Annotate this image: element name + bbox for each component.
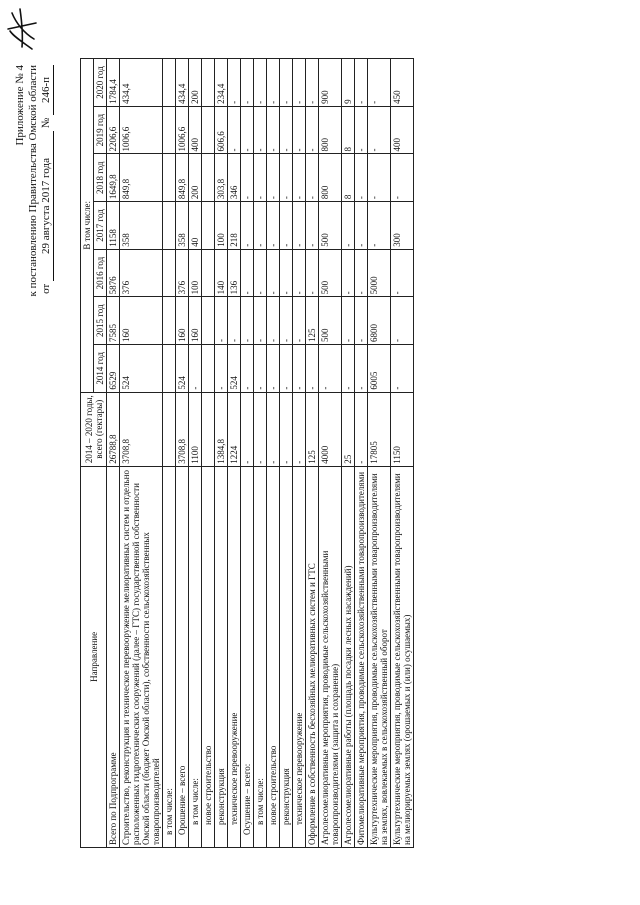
table-row xyxy=(107,59,120,848)
row-value-4: - xyxy=(267,154,280,202)
row-value-0: - xyxy=(306,345,319,393)
row-value-2: 5876 xyxy=(107,249,120,297)
row-value-5: - xyxy=(293,106,306,154)
row-label: реконструкция xyxy=(280,466,293,847)
row-value-4: 346 xyxy=(228,154,241,202)
row-value-5 xyxy=(163,106,176,154)
row-value-3: - xyxy=(267,202,280,250)
appendix-date-line xyxy=(40,65,54,905)
row-value-0: 6005 xyxy=(368,345,391,393)
row-value-0: - xyxy=(391,345,414,393)
row-value-5 xyxy=(202,106,215,154)
row-total: - xyxy=(355,392,368,466)
row-value-2: - xyxy=(280,249,293,297)
row-value-0: - xyxy=(293,345,306,393)
row-value-4 xyxy=(202,154,215,202)
row-total: - xyxy=(267,392,280,466)
row-value-2: 136 xyxy=(228,249,241,297)
row-value-6: 434,4 xyxy=(120,59,163,107)
row-value-3 xyxy=(163,202,176,250)
header-year-0: 2014 год xyxy=(94,345,107,393)
row-value-2: - xyxy=(293,249,306,297)
row-value-5: 800 xyxy=(319,106,342,154)
row-value-4: 849,8 xyxy=(176,154,189,202)
row-label: Агролесомелиоративные работы (площадь посадки лесных насаждений) xyxy=(342,466,355,847)
row-value-4: 1649,8 xyxy=(107,154,120,202)
row-value-1: - xyxy=(228,297,241,345)
row-value-1: 125 xyxy=(306,297,319,345)
table-row xyxy=(120,59,163,848)
row-label: Культуртехнические мероприятия, проводимые сельскохозяйственными товаропроизводителями на землях, вовлекаемых в сельскохозяйственный оборот xyxy=(368,466,391,847)
header-total: 2014 – 2020 годы, всего (гектары) xyxy=(81,392,107,466)
row-value-0: - xyxy=(355,345,368,393)
row-value-2: 100 xyxy=(189,249,202,297)
row-value-4: - xyxy=(306,154,319,202)
row-value-1: 160 xyxy=(176,297,189,345)
row-value-5: 1006,6 xyxy=(120,106,163,154)
row-value-0: - xyxy=(189,345,202,393)
row-value-6: - xyxy=(267,59,280,107)
row-value-4: 849,8 xyxy=(120,154,163,202)
row-label: Всего по Подпрограмме xyxy=(107,466,120,847)
row-label: Оформление в собственность бесхозяйных мелиоративных систем и ГТС xyxy=(306,466,319,847)
table-row xyxy=(254,59,267,848)
row-value-3: - xyxy=(355,202,368,250)
row-value-0: 524 xyxy=(228,345,241,393)
row-value-1: - xyxy=(342,297,355,345)
header-year-4: 2018 год xyxy=(94,154,107,202)
table-row xyxy=(189,59,202,848)
row-value-2: - xyxy=(342,249,355,297)
row-value-2: 376 xyxy=(120,249,163,297)
row-value-4 xyxy=(163,154,176,202)
row-label: в том числе: xyxy=(254,466,267,847)
row-total: 1224 xyxy=(228,392,241,466)
row-value-6: 450 xyxy=(391,59,414,107)
row-total: 1150 xyxy=(391,392,414,466)
row-value-1: 160 xyxy=(120,297,163,345)
row-value-3: - xyxy=(254,202,267,250)
row-value-5: - xyxy=(228,106,241,154)
row-value-4: 8 xyxy=(342,154,355,202)
row-value-2: - xyxy=(254,249,267,297)
resolution-date: 29 августа 2017 года xyxy=(40,131,54,281)
row-value-2 xyxy=(163,249,176,297)
row-value-2: 500 xyxy=(319,249,342,297)
row-value-5: - xyxy=(254,106,267,154)
row-value-3: 358 xyxy=(120,202,163,250)
row-value-3: 1158 xyxy=(107,202,120,250)
row-total: 17805 xyxy=(368,392,391,466)
row-total: - xyxy=(254,392,267,466)
row-value-3: - xyxy=(280,202,293,250)
row-total: - xyxy=(293,392,306,466)
number-label: № xyxy=(40,117,52,129)
row-value-2: - xyxy=(355,249,368,297)
row-value-1: 500 xyxy=(319,297,342,345)
row-value-1 xyxy=(163,297,176,345)
row-value-5: 2206,6 xyxy=(107,106,120,154)
row-value-6: - xyxy=(355,59,368,107)
row-value-1: - xyxy=(267,297,280,345)
row-value-5: 1006,6 xyxy=(176,106,189,154)
row-total: - xyxy=(241,392,254,466)
row-value-6 xyxy=(163,59,176,107)
row-value-2: 140 xyxy=(215,249,228,297)
row-label: Осушение – всего: xyxy=(241,466,254,847)
appendix-title: Приложение № 4 xyxy=(14,65,26,146)
row-value-0: 6529 xyxy=(107,345,120,393)
row-value-4: - xyxy=(368,154,391,202)
row-value-1: - xyxy=(241,297,254,345)
row-value-1: - xyxy=(293,297,306,345)
table-row xyxy=(176,59,189,848)
handwritten-signature xyxy=(4,7,40,53)
row-label: Агролесомелиоративные мероприятия, проводимые сельскохозяйственными товаропроизводителями (защита и сохранение) xyxy=(319,466,342,847)
row-value-5: - xyxy=(306,106,319,154)
row-value-3: - xyxy=(241,202,254,250)
row-value-4: 800 xyxy=(319,154,342,202)
row-value-6: - xyxy=(280,59,293,107)
header-incl: В том числе: xyxy=(81,59,94,393)
row-value-5: - xyxy=(280,106,293,154)
row-value-6: 434,4 xyxy=(176,59,189,107)
row-value-1: - xyxy=(391,297,414,345)
row-value-0: - xyxy=(241,345,254,393)
row-value-0 xyxy=(163,345,176,393)
row-value-0: - xyxy=(319,345,342,393)
row-value-4: - xyxy=(241,154,254,202)
table-row xyxy=(319,59,342,848)
row-value-3: - xyxy=(342,202,355,250)
row-value-2 xyxy=(202,249,215,297)
row-label: реконструкция xyxy=(215,466,228,847)
row-value-2: - xyxy=(391,249,414,297)
table-row xyxy=(215,59,228,848)
row-value-5: 606,6 xyxy=(215,106,228,154)
table-row xyxy=(241,59,254,848)
row-value-6: - xyxy=(228,59,241,107)
row-value-0: - xyxy=(342,345,355,393)
row-value-5: - xyxy=(241,106,254,154)
table-row xyxy=(391,59,414,848)
row-value-0: - xyxy=(267,345,280,393)
row-total: 1384,8 xyxy=(215,392,228,466)
row-value-3: - xyxy=(293,202,306,250)
row-value-5: - xyxy=(267,106,280,154)
row-value-2: 376 xyxy=(176,249,189,297)
row-total: 3708,8 xyxy=(120,392,163,466)
resolution-number: 246-п xyxy=(40,65,54,115)
row-total xyxy=(202,392,215,466)
table-row xyxy=(228,59,241,848)
row-label: новое строительство xyxy=(202,466,215,847)
row-value-1: - xyxy=(215,297,228,345)
row-value-3: 100 xyxy=(215,202,228,250)
row-value-5: 400 xyxy=(391,106,414,154)
table-row xyxy=(267,59,280,848)
row-value-6: 234,4 xyxy=(215,59,228,107)
row-value-1: 160 xyxy=(189,297,202,345)
table-row xyxy=(202,59,215,848)
row-label: техническое перевооружение xyxy=(293,466,306,847)
row-total: - xyxy=(280,392,293,466)
header-year-2: 2016 год xyxy=(94,249,107,297)
row-value-1: - xyxy=(355,297,368,345)
row-value-4: - xyxy=(293,154,306,202)
row-value-4: - xyxy=(280,154,293,202)
row-value-2: - xyxy=(306,249,319,297)
row-value-0: - xyxy=(280,345,293,393)
row-value-3: 218 xyxy=(228,202,241,250)
row-value-5: 8 xyxy=(342,106,355,154)
row-value-3: - xyxy=(368,202,391,250)
table-row xyxy=(355,59,368,848)
row-value-0: 524 xyxy=(176,345,189,393)
appendix-header xyxy=(14,65,54,905)
row-value-6 xyxy=(202,59,215,107)
table-row xyxy=(163,59,176,848)
row-value-2: - xyxy=(241,249,254,297)
row-total xyxy=(163,392,176,466)
row-value-6: - xyxy=(368,59,391,107)
row-value-5: 400 xyxy=(189,106,202,154)
row-total: 25 xyxy=(342,392,355,466)
table-row xyxy=(342,59,355,848)
row-value-5: - xyxy=(368,106,391,154)
row-label: Орошение – всего xyxy=(176,466,189,847)
row-value-3 xyxy=(202,202,215,250)
subprogram-table xyxy=(80,58,414,848)
row-value-4: - xyxy=(254,154,267,202)
row-label: техническое перевооружение xyxy=(228,466,241,847)
row-value-1: 6800 xyxy=(368,297,391,345)
header-direction: Направление xyxy=(81,466,107,847)
row-value-1 xyxy=(202,297,215,345)
ot-label: от xyxy=(40,283,52,294)
row-label: в том числе: xyxy=(163,466,176,847)
row-value-6: 900 xyxy=(319,59,342,107)
row-total: 26788,8 xyxy=(107,392,120,466)
row-value-1: - xyxy=(280,297,293,345)
row-value-6: 9 xyxy=(342,59,355,107)
table-row xyxy=(306,59,319,848)
row-value-6: - xyxy=(293,59,306,107)
row-value-0: - xyxy=(254,345,267,393)
row-value-5: - xyxy=(355,106,368,154)
row-label: Культуртехнические мероприятия, проводимые сельскохозяйственными товаропроизводителями на мелиорируемых землях (орошаемых и (или) осушаемых) xyxy=(391,466,414,847)
row-total: 125 xyxy=(306,392,319,466)
header-year-3: 2017 год xyxy=(94,202,107,250)
table-row xyxy=(280,59,293,848)
row-value-4: - xyxy=(355,154,368,202)
row-value-6: - xyxy=(254,59,267,107)
row-label: новое строительство xyxy=(267,466,280,847)
table-row xyxy=(368,59,391,848)
row-value-3: 40 xyxy=(189,202,202,250)
header-year-1: 2015 год xyxy=(94,297,107,345)
row-total: 3708,8 xyxy=(176,392,189,466)
row-label: Фитомелиоративные мероприятия, проводимые сельскохозяйственными товаропроизводителями xyxy=(355,466,368,847)
row-value-1: 7585 xyxy=(107,297,120,345)
row-label: в том числе: xyxy=(189,466,202,847)
row-value-3: 300 xyxy=(391,202,414,250)
row-value-0: 524 xyxy=(120,345,163,393)
row-total: 4000 xyxy=(319,392,342,466)
header-year-5: 2019 год xyxy=(94,106,107,154)
row-value-0 xyxy=(202,345,215,393)
row-value-3: - xyxy=(306,202,319,250)
row-value-4: 303,8 xyxy=(215,154,228,202)
row-value-4: 200 xyxy=(189,154,202,202)
row-label: Строительство, реконструкция и техническое перевооружение мелиоративных систем и отдельно расположенных гидротехнических сооружений (далее – ГТС) государственной собственности Омской области (бюджет Омской области), собственности сельскохозяйственных товаропроизводителей xyxy=(120,466,163,847)
row-value-6: 1784,4 xyxy=(107,59,120,107)
row-value-6: - xyxy=(241,59,254,107)
row-value-0: - xyxy=(215,345,228,393)
appendix-resolution: к постановлению Правительства Омской области xyxy=(27,65,39,297)
row-value-6: 200 xyxy=(189,59,202,107)
row-value-2: - xyxy=(267,249,280,297)
row-value-3: 500 xyxy=(319,202,342,250)
table-row xyxy=(293,59,306,848)
row-total: 1100 xyxy=(189,392,202,466)
row-value-3: 358 xyxy=(176,202,189,250)
row-value-2: 5000 xyxy=(368,249,391,297)
row-value-6: - xyxy=(306,59,319,107)
row-value-4: - xyxy=(391,154,414,202)
row-value-1: - xyxy=(254,297,267,345)
header-year-6: 2020 год xyxy=(94,59,107,107)
